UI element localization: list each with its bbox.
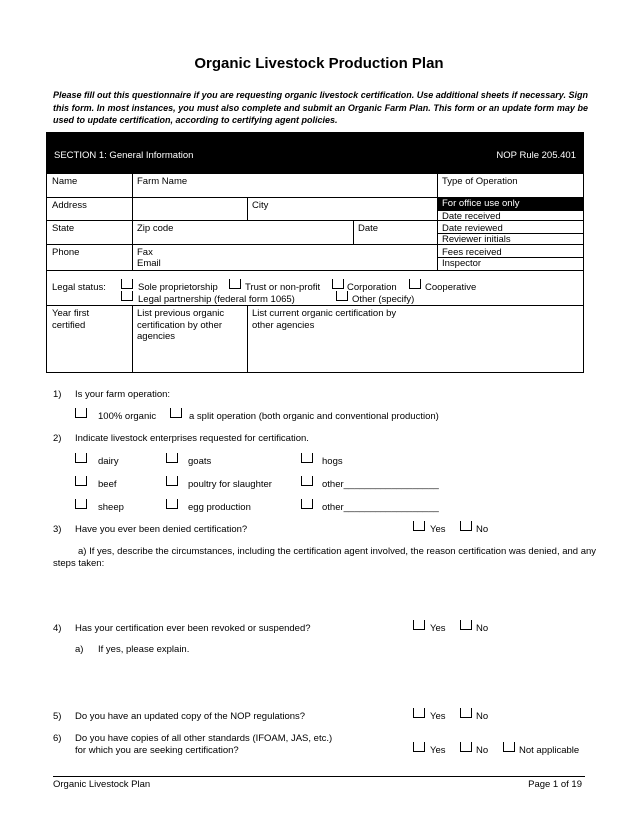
zip-label: Zip code (137, 223, 174, 234)
office-date-reviewed: Date reviewed (442, 223, 503, 234)
q4-no-label: No (476, 623, 489, 634)
q2-number: 2) (53, 433, 62, 444)
name-label: Name (52, 176, 78, 187)
city-label: City (252, 200, 269, 211)
checkbox-other[interactable] (336, 291, 348, 301)
state-label: State (52, 223, 75, 234)
type-of-operation-label: Type of Operation (442, 176, 518, 187)
q6-yes-checkbox[interactable] (413, 742, 425, 752)
q4-number: 4) (53, 623, 62, 634)
q3-yes-label: Yes (430, 524, 446, 535)
option-cooperative: Cooperative (425, 282, 477, 293)
q6-no-label: No (476, 745, 489, 756)
livestock-other-2[interactable]: other__________________ (322, 502, 439, 513)
footer-left: Organic Livestock Plan (53, 779, 151, 790)
option-other: Other (specify) (352, 294, 415, 305)
checkbox-hogs[interactable] (301, 453, 313, 463)
fax-label: Fax (137, 247, 153, 258)
q6-yes-label: Yes (430, 745, 446, 756)
office-use-header: For office use only (438, 198, 583, 210)
office-date-received: Date received (442, 211, 501, 222)
q5-no-checkbox[interactable] (460, 708, 472, 718)
livestock-egg-production: egg production (188, 502, 251, 513)
livestock-sheep: sheep (98, 502, 124, 513)
q5-no-label: No (476, 711, 489, 722)
q4-yes-checkbox[interactable] (413, 620, 425, 630)
previous-certification-label: List previous organic certification by other agencies (137, 308, 225, 342)
email-label: Email (137, 258, 161, 269)
q5-yes-checkbox[interactable] (413, 708, 425, 718)
q6-na-label: Not applicable (519, 745, 580, 756)
intro-paragraph: Please fill out this questionnaire if you are requesting organic livestock certification. Use additional sheets if necessary. Sign this form. In most instances, you must also complete and submit an Organic Farm Plan. This form or an update form may be used to update certification, according to certifying agent policies. (53, 90, 588, 125)
current-certification-label: List current organic certification by other agencies (252, 308, 397, 331)
footer-divider (53, 776, 585, 777)
section-rule: NOP Rule 205.401 (496, 150, 576, 161)
q6-no-checkbox[interactable] (460, 742, 472, 752)
q4-text: Has your certification ever been revoked or suspended? (75, 623, 311, 634)
legal-status-label: Legal status: (52, 282, 106, 293)
checkbox-trust[interactable] (229, 279, 241, 289)
q3-no-checkbox[interactable] (460, 521, 472, 531)
page-title: Organic Livestock Production Plan (194, 55, 444, 72)
q3-followup: a) If yes, describe the circumstances, including the certification agent involved, the reason certification was denied, and any steps taken: (53, 546, 597, 569)
q6-number: 6) (53, 733, 62, 744)
q6-text-line2: for which you are seeking certification? (75, 745, 239, 756)
q1-option-organic: 100% organic (98, 411, 157, 422)
checkbox-sole-proprietorship[interactable] (121, 279, 133, 289)
checkbox-100-organic[interactable] (75, 408, 87, 418)
date-label: Date (358, 223, 379, 234)
livestock-hogs: hogs (322, 456, 343, 467)
checkbox-other-1[interactable] (301, 476, 313, 486)
year-first-certified-label: Year first certified (52, 308, 90, 331)
q3-text: Have you ever been denied certification? (75, 524, 248, 535)
option-trust: Trust or non-profit (245, 282, 321, 293)
option-legal-partnership: Legal partnership (federal form 1065) (138, 294, 295, 305)
q6-text-line1: Do you have copies of all other standards (IFOAM, JAS, etc.) (75, 733, 333, 744)
q4-no-checkbox[interactable] (460, 620, 472, 630)
farm-name-label: Farm Name (137, 176, 188, 187)
office-reviewer-initials: Reviewer initials (442, 234, 511, 245)
checkbox-other-2[interactable] (301, 499, 313, 509)
checkbox-egg-production[interactable] (166, 499, 178, 509)
livestock-other-1[interactable]: other__________________ (322, 479, 439, 490)
checkbox-sheep[interactable] (75, 499, 87, 509)
checkbox-split-operation[interactable] (170, 408, 182, 418)
address-label: Address (52, 200, 87, 211)
section-label: SECTION 1: General Information (54, 150, 194, 161)
option-sole-proprietorship: Sole proprietorship (138, 282, 218, 293)
q4a-number: a) (75, 644, 84, 655)
livestock-goats: goats (188, 456, 212, 467)
section-header (46, 132, 584, 174)
phone-label: Phone (52, 247, 80, 258)
checkbox-legal-partnership[interactable] (121, 291, 133, 301)
checkbox-cooperative[interactable] (409, 279, 421, 289)
q3-yes-checkbox[interactable] (413, 521, 425, 531)
q6-na-checkbox[interactable] (503, 742, 515, 752)
q1-text: Is your farm operation: (75, 389, 171, 400)
checkbox-poultry[interactable] (166, 476, 178, 486)
q5-yes-label: Yes (430, 711, 446, 722)
q3-number: 3) (53, 524, 62, 535)
office-inspector: Inspector (442, 258, 482, 269)
checkbox-dairy[interactable] (75, 453, 87, 463)
q5-number: 5) (53, 711, 62, 722)
q4a-text: If yes, please explain. (98, 644, 190, 655)
office-fees-received: Fees received (442, 247, 502, 258)
q5-text: Do you have an updated copy of the NOP regulations? (75, 711, 306, 722)
checkbox-beef[interactable] (75, 476, 87, 486)
checkbox-corporation[interactable] (332, 279, 344, 289)
option-corporation: Corporation (347, 282, 397, 293)
livestock-poultry: poultry for slaughter (188, 479, 272, 490)
q1-number: 1) (53, 389, 62, 400)
q1-option-split: a split operation (both organic and conventional production) (189, 411, 439, 422)
q4-yes-label: Yes (430, 623, 446, 634)
livestock-dairy: dairy (98, 456, 119, 467)
footer-page-number: Page 1 of 19 (528, 779, 582, 790)
q3-no-label: No (476, 524, 489, 535)
livestock-beef: beef (98, 479, 117, 490)
checkbox-goats[interactable] (166, 453, 178, 463)
q2-text: Indicate livestock enterprises requested for certification. (75, 433, 309, 444)
